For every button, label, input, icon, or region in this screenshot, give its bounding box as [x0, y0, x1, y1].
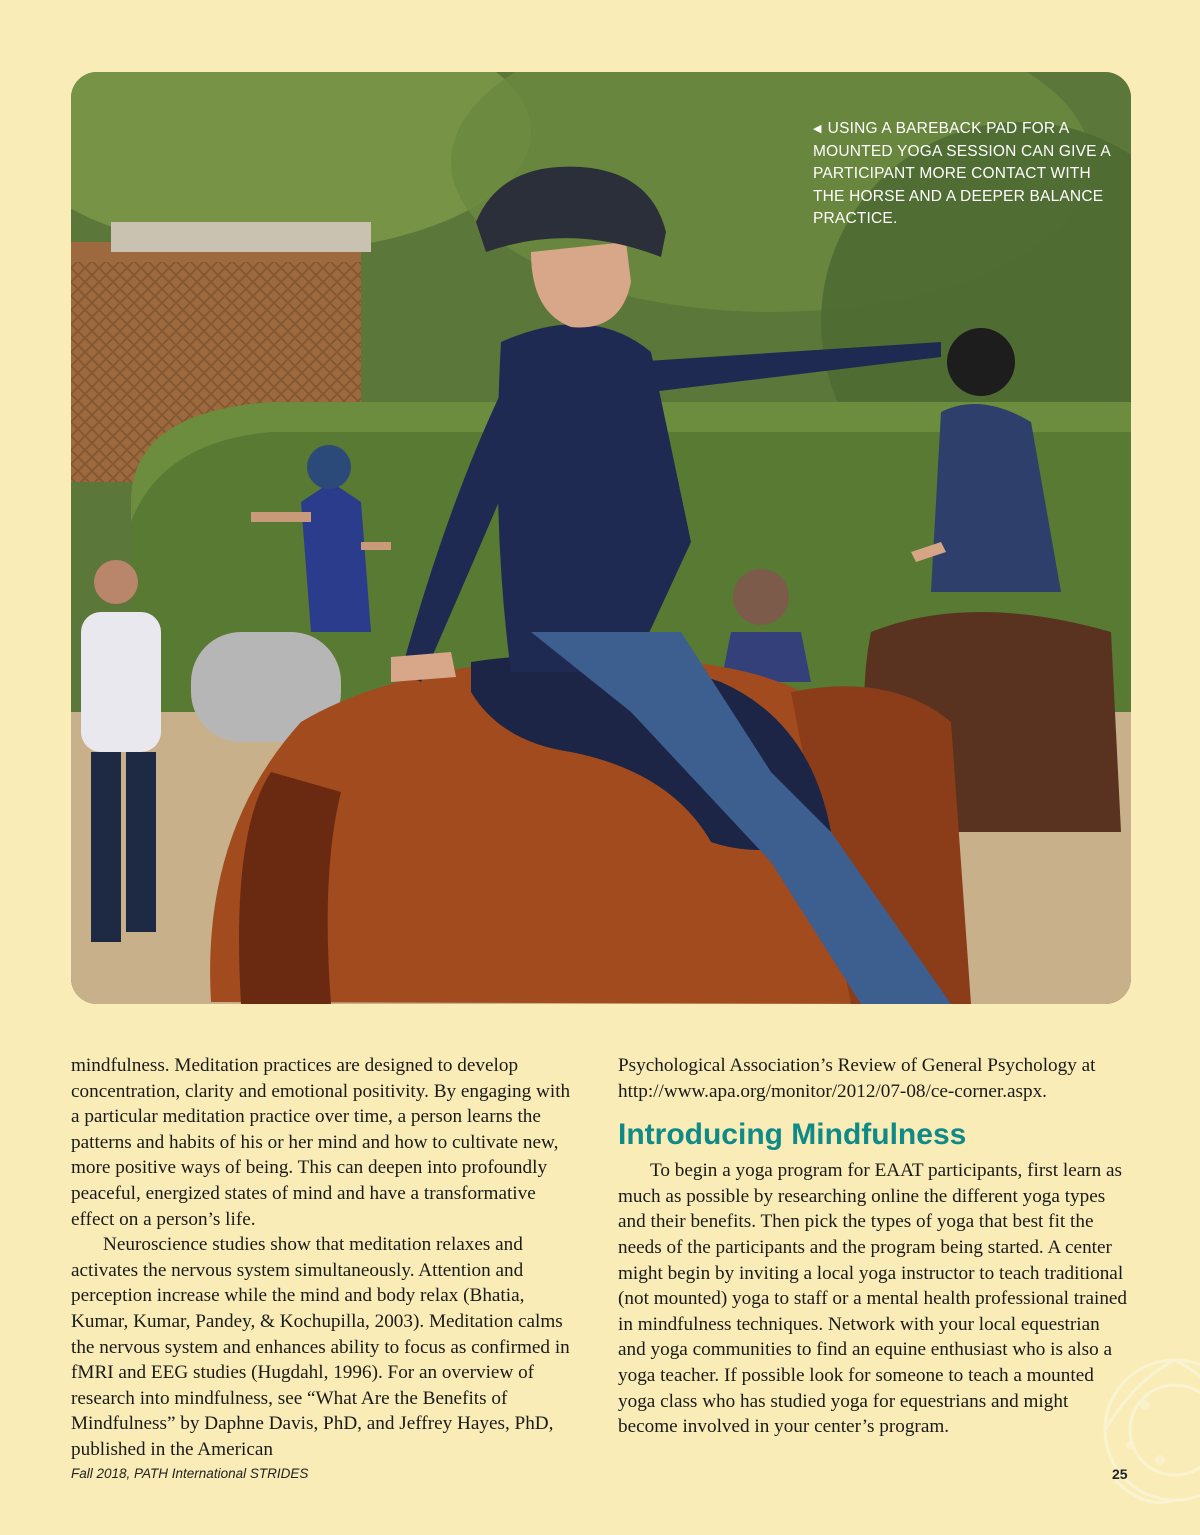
- caption-arrow-icon: ◀: [813, 123, 822, 135]
- page-number: 25: [1112, 1466, 1128, 1482]
- feature-photo: [71, 72, 1131, 1004]
- left-paragraph-2: Neuroscience studies show that meditation relaxes and activates the nervous system simultaneously. Attention and perception increase while the mind and body relax (Bhatia, Kumar, Kumar, Pandey, & Kochupilla, 2003). Meditation calms the nervous system and enhances ability to focus as confirmed in fMRI and EEG studies (Hugdahl, 1996). For an overview of research into mindfulness, see “What Are the Benefits of Mindfulness” by Daphne Davis, PhD, and Jeffrey Hayes, PhD, published in the American: [71, 1234, 570, 1460]
- right-paragraph-2: To begin a yoga program for EAAT participants, first learn as much as possible by researching online the different yoga types and their benefits. Then pick the types of yoga that best fit the needs of the participants and the program being started. A center might begin by inviting a local yoga instructor to teach traditional (not mounted) yoga to staff or a mental health professional trained in mindfulness techniques. Network with your local equestrian and yoga communities to find an equine enthusiast who is also a yoga teacher. If possible look for someone to teach a mounted yoga class who has studied yoga for equestrians and might become involved in your center’s program.: [618, 1160, 1128, 1438]
- photo-caption: [813, 118, 1113, 231]
- section-heading: Introducing Mindfulness: [618, 1118, 967, 1152]
- right-paragraph-1: Psychological Association’s Review of General Psychology at http://www.apa.org/monitor/2012/07-08/ce-corner.aspx.: [618, 1055, 1096, 1102]
- caption-text: USING A BAREBACK PAD FOR A MOUNTED YOGA SESSION CAN GIVE A PARTICIPANT MORE CONTACT WITH THE HORSE AND A DEEPER BALANCE PRACTICE.: [813, 120, 1111, 227]
- left-column: [71, 1053, 581, 1463]
- footer-publication: Fall 2018, PATH International STRIDES: [71, 1466, 309, 1481]
- decorative-ornament: [1025, 1310, 1200, 1535]
- left-paragraph-1: mindfulness. Meditation practices are designed to develop concentration, clarity and emotional positivity. By engaging with a particular meditation practice over time, a person learns the patterns and habits of his or her mind and how to cultivate new, more positive ways of being. This can deepen into profoundly peaceful, energized states of mind and have a transformative effect on a person’s life.: [71, 1055, 571, 1230]
